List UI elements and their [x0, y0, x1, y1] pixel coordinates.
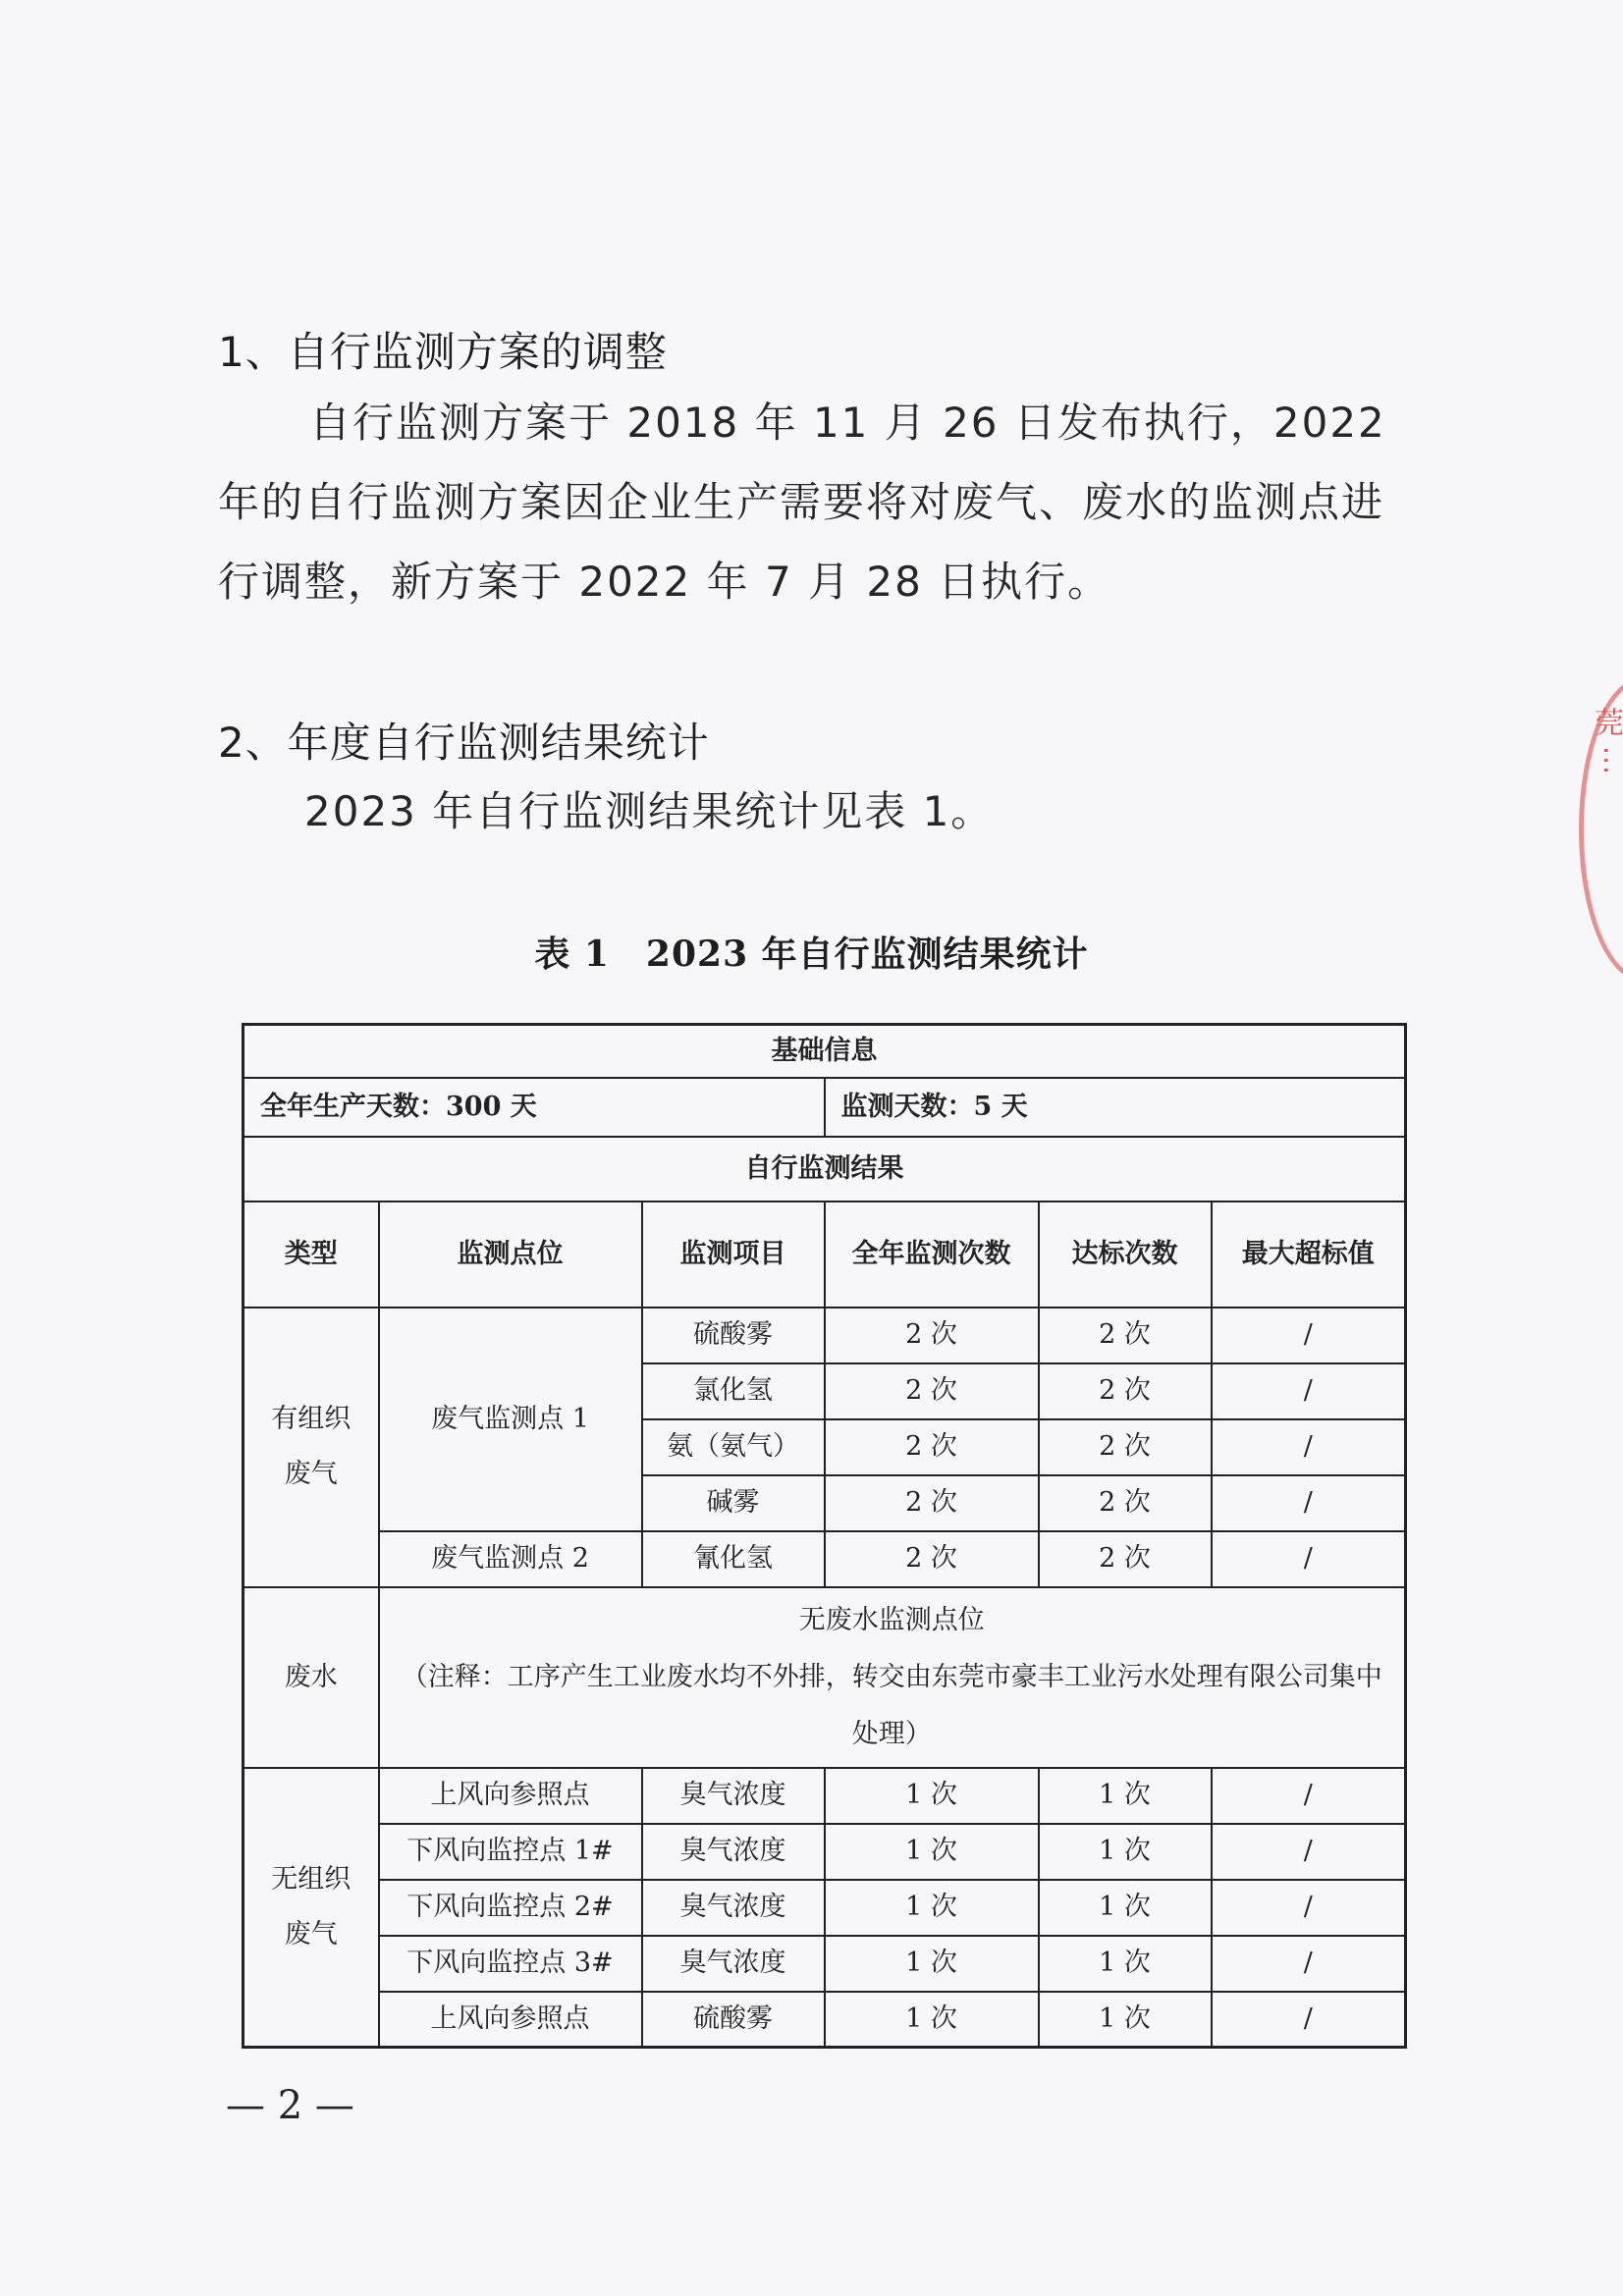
- production-days: 全年生产天数：300 天: [243, 1078, 825, 1137]
- header-point: 监测点位: [379, 1201, 642, 1308]
- point-cell: 上风向参照点: [379, 1768, 642, 1824]
- count-cell: 1 次: [825, 1992, 1039, 2048]
- pass-cell: 2 次: [1039, 1308, 1212, 1363]
- header-annual-count: 全年监测次数: [825, 1201, 1039, 1308]
- point-gas-2: 废气监测点 2: [379, 1531, 642, 1587]
- pass-cell: 2 次: [1039, 1475, 1212, 1531]
- header-item: 监测项目: [642, 1201, 825, 1308]
- item-cell: 氨（氨气）: [642, 1419, 825, 1475]
- header-max-exceed: 最大超标值: [1212, 1201, 1406, 1308]
- table-row: [243, 1025, 1406, 1078]
- table-row: [243, 1078, 1406, 1137]
- pass-cell: 1 次: [1039, 1880, 1212, 1936]
- section-2-heading: 2、年度自行监测结果统计: [218, 719, 710, 767]
- table-row: [243, 1587, 1406, 1768]
- section-1-paragraph: 自行监测方案于 2018 年 11 月 26 日发布执行，2022 年的自行监测方案因企业生产需要将对废气、废水的监测点进行调整，新方案于 2022 年 7 月 28 日执行。: [218, 399, 1386, 606]
- pass-cell: 1 次: [1039, 1824, 1212, 1880]
- table-row: [243, 1880, 1406, 1936]
- wastewater-annotation: （注释：工序产生工业废水均不外排，转交由东莞市豪丰工业污水处理有限公司集中处理）: [401, 1661, 1382, 1749]
- point-cell: 下风向监控点 3#: [379, 1936, 642, 1992]
- pass-cell: 2 次: [1039, 1363, 1212, 1419]
- header-type: 类型: [243, 1201, 379, 1308]
- type-organized-gas: 有组织废气: [243, 1308, 379, 1587]
- table-row: [243, 1936, 1406, 1992]
- section-2-paragraph: 2023 年自行监测结果统计见表 1。: [304, 787, 995, 835]
- max-cell: /: [1212, 1880, 1406, 1936]
- count-cell: 2 次: [825, 1475, 1039, 1531]
- page-number: — 2 —: [226, 2083, 354, 2128]
- count-cell: 2 次: [825, 1363, 1039, 1419]
- pass-cell: 2 次: [1039, 1419, 1212, 1475]
- results-title: 自行监测结果: [243, 1137, 1406, 1201]
- count-cell: 1 次: [825, 1768, 1039, 1824]
- monitoring-days: 监测天数：5 天: [825, 1078, 1406, 1137]
- pass-cell: 1 次: [1039, 1768, 1212, 1824]
- basic-info-title: 基础信息: [243, 1025, 1406, 1078]
- wastewater-no-point: 无废水监测点位: [798, 1604, 985, 1635]
- wastewater-note: [379, 1587, 1406, 1768]
- max-cell: /: [1212, 1992, 1406, 2048]
- max-cell: /: [1212, 1363, 1406, 1419]
- point-cell: 下风向监控点 2#: [379, 1880, 642, 1936]
- type-unorganized-gas: 无组织废气: [243, 1768, 379, 2048]
- max-cell: /: [1212, 1824, 1406, 1880]
- table-caption: 表 1 2023 年自行监测结果统计: [534, 934, 1089, 975]
- max-cell: /: [1212, 1419, 1406, 1475]
- max-cell: /: [1212, 1936, 1406, 1992]
- table-row: [243, 1824, 1406, 1880]
- item-cell: 氰化氢: [642, 1531, 825, 1587]
- count-cell: 1 次: [825, 1936, 1039, 1992]
- max-cell: /: [1212, 1308, 1406, 1363]
- item-cell: 碱雾: [642, 1475, 825, 1531]
- pass-cell: 2 次: [1039, 1531, 1212, 1587]
- item-cell: 臭气浓度: [642, 1768, 825, 1824]
- item-cell: 臭气浓度: [642, 1936, 825, 1992]
- pass-cell: 1 次: [1039, 1992, 1212, 2048]
- seal-text: 莞 ⋯: [1589, 707, 1623, 775]
- count-cell: 1 次: [825, 1880, 1039, 1936]
- table-header-row: [243, 1201, 1406, 1308]
- monitoring-results-table: [242, 1023, 1407, 2049]
- section-1-heading: 1、自行监测方案的调整: [218, 328, 668, 376]
- count-cell: 2 次: [825, 1531, 1039, 1587]
- item-cell: 臭气浓度: [642, 1880, 825, 1936]
- table-row: [243, 1768, 1406, 1824]
- max-cell: /: [1212, 1475, 1406, 1531]
- max-cell: /: [1212, 1531, 1406, 1587]
- item-cell: 硫酸雾: [642, 1308, 825, 1363]
- item-cell: 硫酸雾: [642, 1992, 825, 2048]
- point-gas-1: 废气监测点 1: [379, 1308, 642, 1531]
- pass-cell: 1 次: [1039, 1936, 1212, 1992]
- count-cell: 2 次: [825, 1419, 1039, 1475]
- table-row: [243, 1137, 1406, 1201]
- item-cell: 臭气浓度: [642, 1824, 825, 1880]
- point-cell: 上风向参照点: [379, 1992, 642, 2048]
- count-cell: 2 次: [825, 1308, 1039, 1363]
- table-row: [243, 1308, 1406, 1363]
- max-cell: /: [1212, 1768, 1406, 1824]
- header-pass-count: 达标次数: [1039, 1201, 1212, 1308]
- table-row: [243, 1992, 1406, 2048]
- count-cell: 1 次: [825, 1824, 1039, 1880]
- type-wastewater: 废水: [243, 1587, 379, 1768]
- item-cell: 氯化氢: [642, 1363, 825, 1419]
- point-cell: 下风向监控点 1#: [379, 1824, 642, 1880]
- table-row: [243, 1531, 1406, 1587]
